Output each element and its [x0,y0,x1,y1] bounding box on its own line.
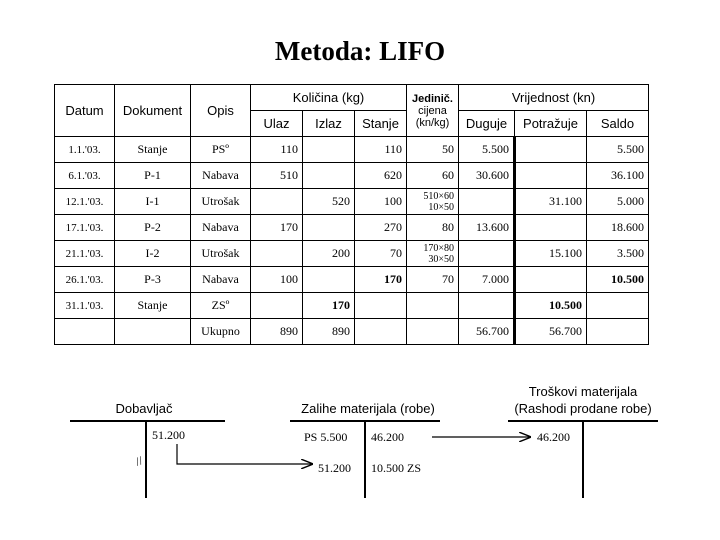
cell-cijena: 50 [407,137,459,163]
cell-stanje: 270 [355,215,407,241]
cell-dokument: I-2 [115,241,191,267]
cell-cijena: 70 [407,267,459,293]
header-vrijednost: Vrijednost (kn) [459,85,649,111]
cell-saldo: 3.500 [587,241,649,267]
cell-dokument: P-3 [115,267,191,293]
cell-datum: 6.1.'03. [55,163,115,189]
cell-ulaz: 110 [251,137,303,163]
zalihe-zs-entry: 10.500 ZS [371,461,422,475]
account-title-dobavljac: Dobavljač [115,401,173,416]
cell-izlaz: 170 [303,293,355,319]
cell-datum: 31.1.'03. [55,293,115,319]
cell-stanje: 70 [355,241,407,267]
cell-opis: Utrošak [191,241,251,267]
cell-ulaz: 170 [251,215,303,241]
cell-cijena-line1: 170×80 [423,242,454,254]
cell-potrazuje: 56.700 [515,319,587,345]
header-dokument: Dokument [115,85,191,137]
cell-stanje: 100 [355,189,407,215]
account-title-troskovi-line1: Troškovi materijala [528,384,638,399]
cell-opis: Nabava [191,163,251,189]
cell-cijena-line2: 10×50 [428,201,454,213]
header-jedinicna-line2: cijena [418,104,447,117]
break-mark: // [133,453,145,469]
header-potrazuje: Potražuje [515,111,587,137]
cell-duguje: 5.500 [459,137,515,163]
header-stanje: Stanje [355,111,407,137]
cell-opis: Nabava [191,215,251,241]
header-saldo: Saldo [587,111,649,137]
cell-saldo: 5.500 [587,137,649,163]
cell-stanje: 170 [355,267,407,293]
account-title-zalihe: Zalihe materijala (robe) [301,401,435,416]
cell-ulaz: 890 [251,319,303,345]
cell-ulaz: 510 [251,163,303,189]
cell-potrazuje: 31.100 [515,189,587,215]
header-opis: Opis [191,85,251,137]
account-title-troskovi-line2: (Rashodi prodane robe) [514,401,652,416]
cell-stanje: 110 [355,137,407,163]
troskovi-debit-entry: 46.200 [537,430,570,444]
cell-dokument: P-1 [115,163,191,189]
cell-ulaz: 100 [251,267,303,293]
cell-izlaz: 520 [303,189,355,215]
cell-datum: 1.1.'03. [55,137,115,163]
header-datum: Datum [55,85,115,137]
cell-potrazuje: 15.100 [515,241,587,267]
page-title: Metoda: LIFO [274,36,446,66]
cell-duguje: 7.000 [459,267,515,293]
cell-opis: Nabava [191,267,251,293]
header-duguje: Duguje [459,111,515,137]
cell-saldo: 5.000 [587,189,649,215]
header-jedinicna-line1: Jedinič. [412,92,453,105]
header-kolicina: Količina (kg) [251,85,407,111]
cell-datum: 17.1.'03. [55,215,115,241]
header-izlaz: Izlaz [303,111,355,137]
cell-opis: Utrošak [191,189,251,215]
cell-izlaz: 890 [303,319,355,345]
cell-duguje: 13.600 [459,215,515,241]
cell-opis: Ukupno [191,319,251,345]
cell-dokument: Stanje [115,137,191,163]
zalihe-debit-entry: 51.200 [318,461,351,475]
cell-opis: ZSº [191,293,251,319]
cell-datum: 12.1.'03. [55,189,115,215]
cell-datum: 26.1.'03. [55,267,115,293]
cell-cijena-line2: 30×50 [428,253,454,265]
cell-izlaz: 200 [303,241,355,267]
cell-dokument: P-2 [115,215,191,241]
zalihe-credit-entry: 46.200 [371,430,404,444]
arrow-dobavljac-to-zalihe [177,444,312,464]
cell-stanje: 620 [355,163,407,189]
cell-dokument: Stanje [115,293,191,319]
cell-cijena-line1: 510×60 [423,190,454,202]
cell-potrazuje: 10.500 [515,293,587,319]
cell-saldo: 18.600 [587,215,649,241]
cell-saldo: 10.500 [587,267,649,293]
cell-cijena: 60 [407,163,459,189]
header-ulaz: Ulaz [251,111,303,137]
cell-cijena: 80 [407,215,459,241]
dobavljac-credit-entry: 51.200 [152,428,185,442]
cell-duguje: 56.700 [459,319,515,345]
cell-duguje: 30.600 [459,163,515,189]
cell-datum: 21.1.'03. [55,241,115,267]
cell-saldo: 36.100 [587,163,649,189]
cell-dokument: I-1 [115,189,191,215]
cell-opis: PSº [191,137,251,163]
zalihe-ps-entry: PS 5.500 [304,430,348,444]
header-jedinicna-line3: (kn/kg) [415,116,450,129]
